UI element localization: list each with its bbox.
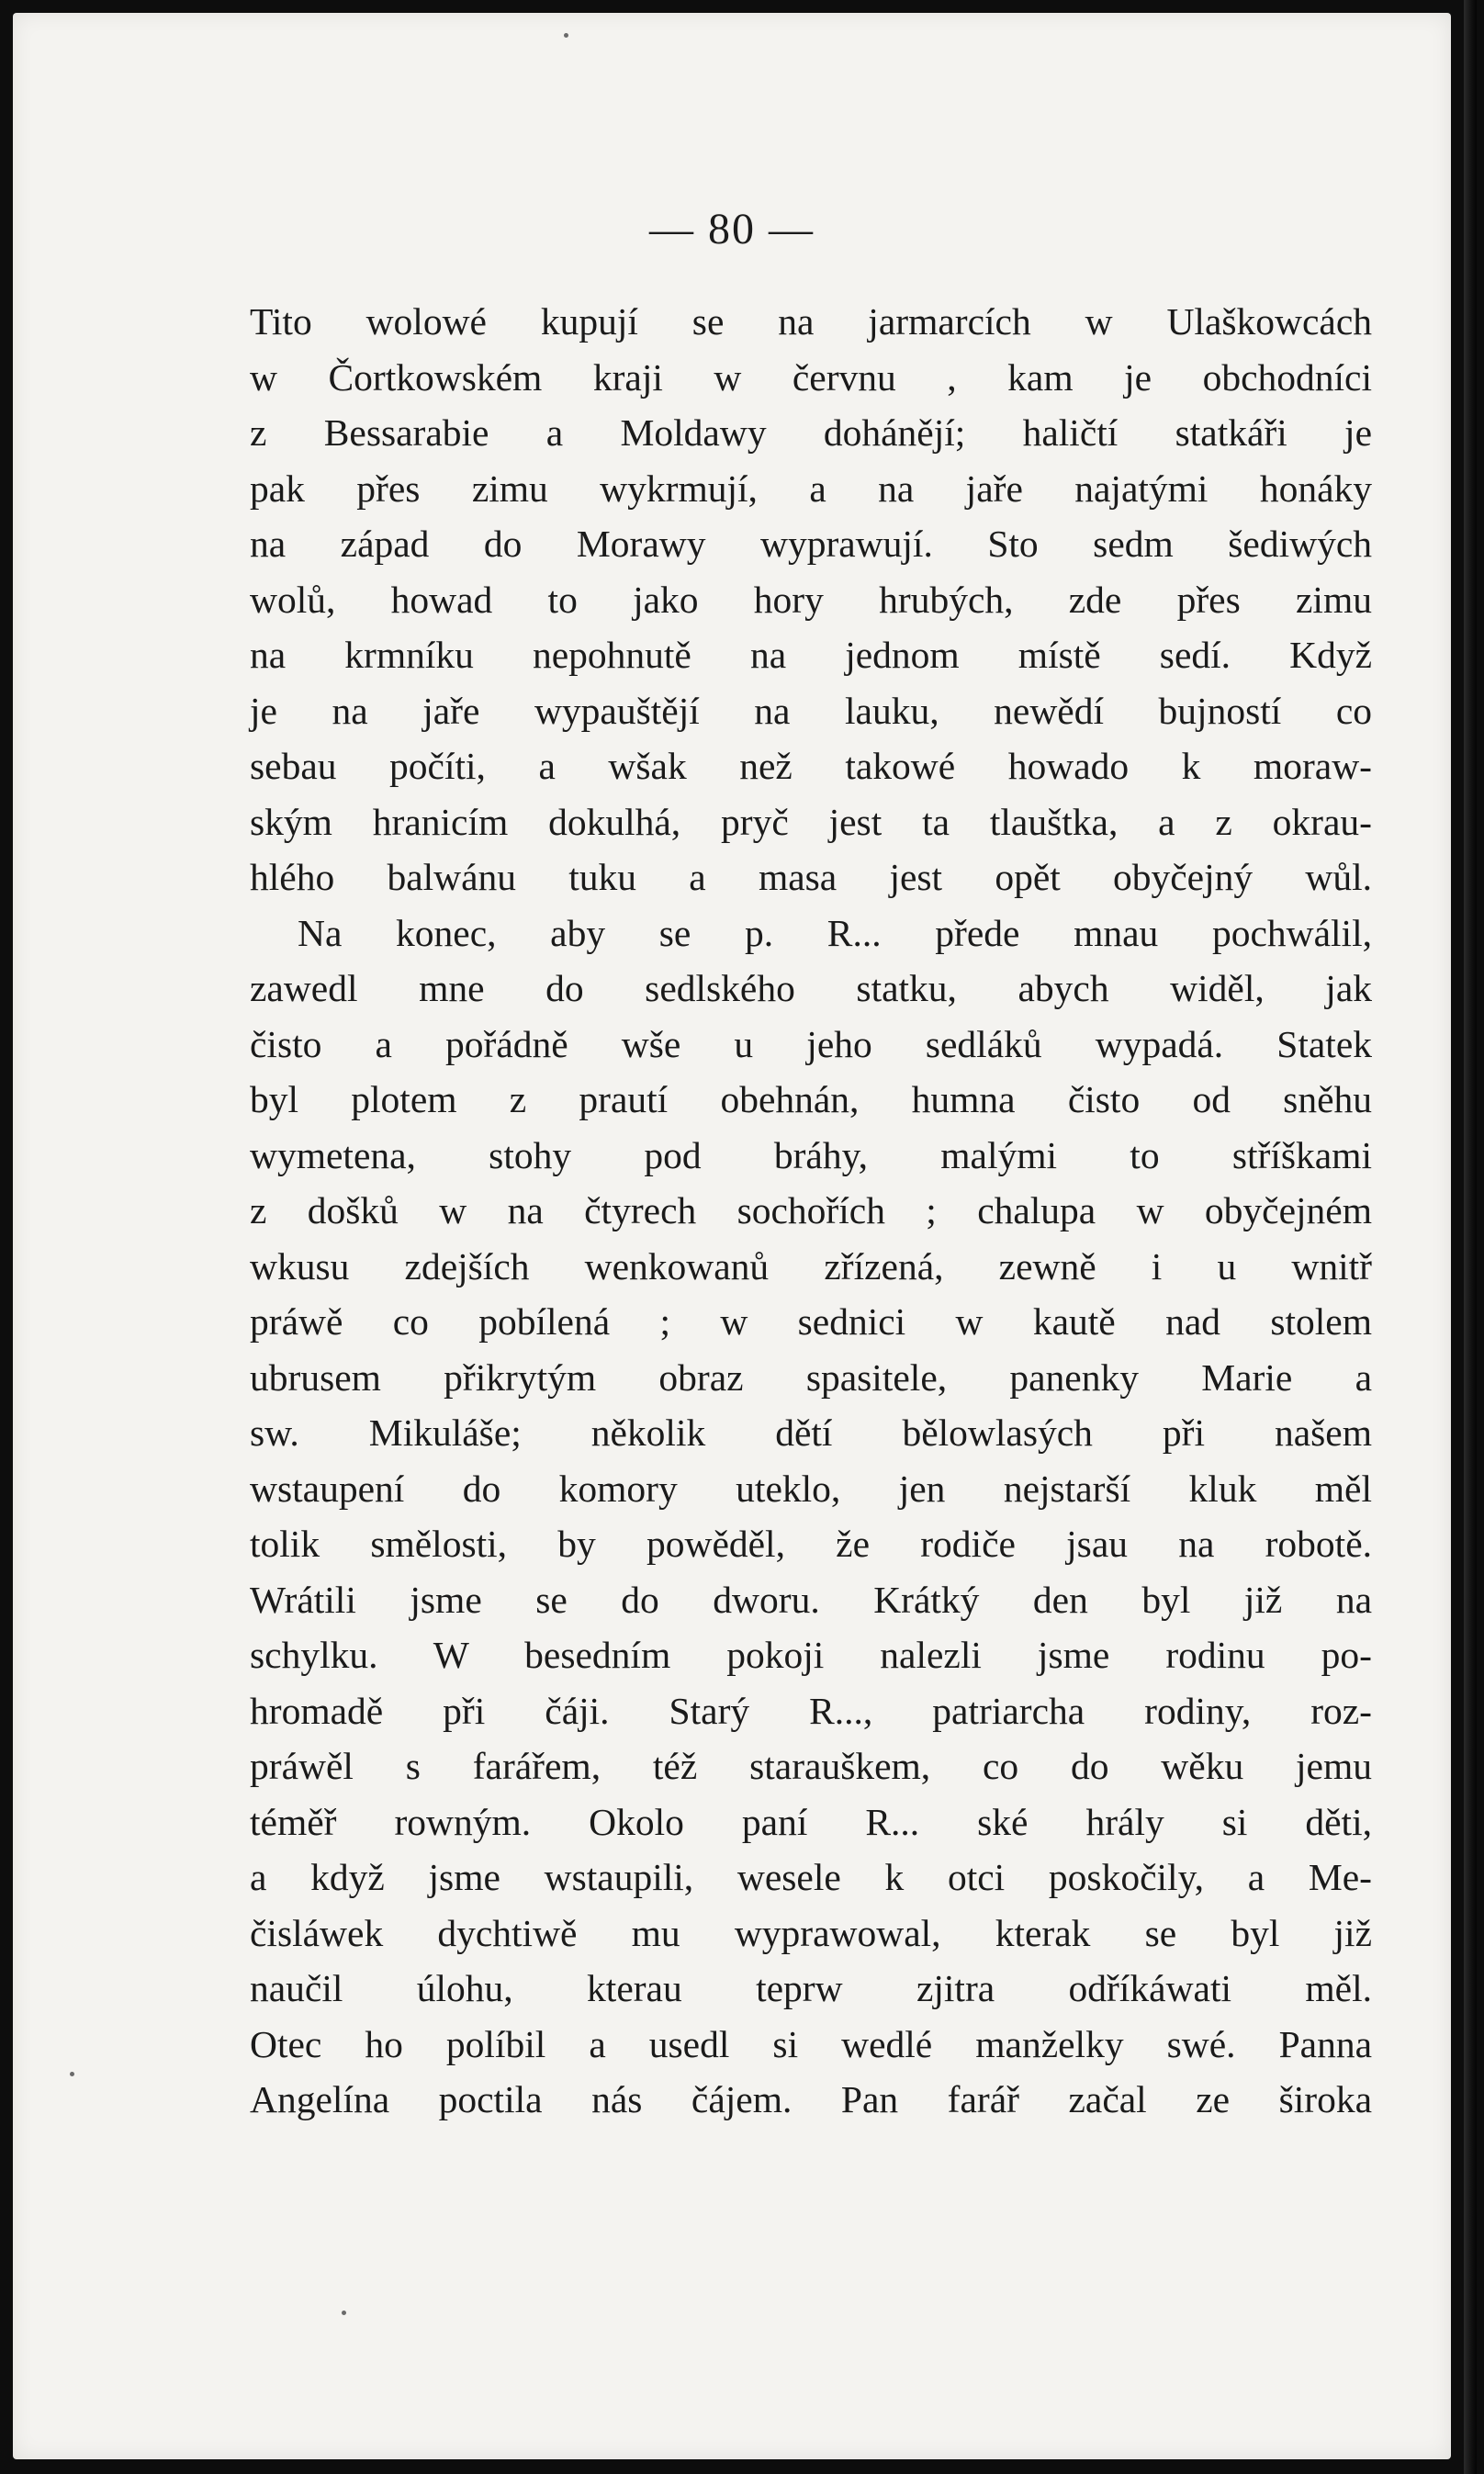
text-line: ským hranicím dokulhá, pryč jest ta tlauštka, a z okrau- xyxy=(250,800,1372,843)
text-line: práwěl s farářem, též starauškem, co do wěku jemu xyxy=(250,1745,1372,1787)
text-line: a když jsme wstaupili, wesele k otci poskočily, a Me- xyxy=(250,1856,1372,1898)
text-line: na krmníku nepohnutě na jednom místě sedí. Když xyxy=(250,634,1372,676)
text-line: wolů, howad to jako hory hrubých, zde přes zimu xyxy=(250,578,1372,621)
text-line: hromadě při čáji. Starý R..., patriarcha rodiny, roz- xyxy=(250,1689,1372,1732)
text-line: wkusu zdejších wenkowanů zřízená, zewně i u wnitř xyxy=(250,1244,1372,1288)
text-line: wymetena, stohy pod bráhy, malými to stříškami xyxy=(250,1133,1372,1176)
text-line: wstaupení do komory uteklo, jen nejstarší kluk měl xyxy=(250,1467,1372,1510)
text-line: práwě co pobílená ; w sednici w kautě nad stolem xyxy=(250,1300,1372,1343)
text-line: byl plotem z prautí obehnán, humna čisto od sněhu xyxy=(250,1078,1372,1120)
body-text xyxy=(250,294,1372,2128)
text-line: Tito wolowé kupují se na jarmarcích w Ulaškowcách xyxy=(250,300,1372,343)
text-line: z došků w na čtyrech sochořích ; chalupa w obyčejném xyxy=(250,1189,1372,1231)
text-line: sebau počíti, a wšak než takowé howado k moraw- xyxy=(250,745,1372,787)
text-line: tolik smělosti, by powěděl, že rodiče jsau na robotě. xyxy=(250,1523,1372,1565)
paper-speck xyxy=(564,33,568,38)
text-line: ubrusem přikrytým obraz spasitele, panenky Marie a xyxy=(250,1355,1372,1399)
text-line: z Bessarabie a Moldawy dohánějí; haličtí statkáři je xyxy=(250,411,1372,454)
text-line: pak přes zimu wykrmují, a na jaře najatými honáky xyxy=(250,467,1372,510)
text-line: schylku. W besedním pokoji nalezli jsme rodinu po- xyxy=(250,1634,1372,1676)
paper-speck xyxy=(342,2311,346,2315)
paper-speck xyxy=(70,2072,74,2076)
text-line: naučil úlohu, kterau teprw zjitra odříkáwati měl. xyxy=(250,1967,1372,2009)
text-line: čisláwek dychtiwě mu wyprawowal, kterak se byl již xyxy=(250,1911,1372,1954)
text-line: je na jaře wypauštějí na lauku, newědí bujností co xyxy=(250,689,1372,732)
text-line: sw. Mikuláše; několik dětí bělowlasých při našem xyxy=(250,1411,1372,1454)
text-line: na západ do Morawy wyprawují. Sto sedm šediwých xyxy=(250,523,1372,565)
text-line: téměř rowným. Okolo paní R... ské hrály si děti, xyxy=(250,1800,1372,1843)
text-line: Otec ho políbil a usedl si wedlé manželky swé. Panna xyxy=(250,2022,1372,2065)
page-edge-shadow xyxy=(1464,0,1477,2474)
text-line-paragraph-start: Na konec, aby se p. R... přede mnau pochwálil, xyxy=(298,911,1372,954)
text-line: zawedl mne do sedlského statku, abych widěl, jak xyxy=(250,967,1372,1009)
text-line: hlého balwánu tuku a masa jest opět obyčejný wůl. xyxy=(250,856,1372,898)
text-line: Wrátili jsme se do dworu. Krátký den byl již na xyxy=(250,1578,1372,1621)
page-number-header: — 80 — xyxy=(649,205,815,253)
book-page xyxy=(13,13,1451,2459)
text-line: w Čortkowském kraji w červnu , kam je obchodníci xyxy=(250,355,1372,399)
text-line: čisto a pořádně wše u jeho sedláků wypadá. Statek xyxy=(250,1022,1372,1065)
text-line: Angelína poctila nás čájem. Pan farář začal ze široka xyxy=(250,2078,1372,2120)
